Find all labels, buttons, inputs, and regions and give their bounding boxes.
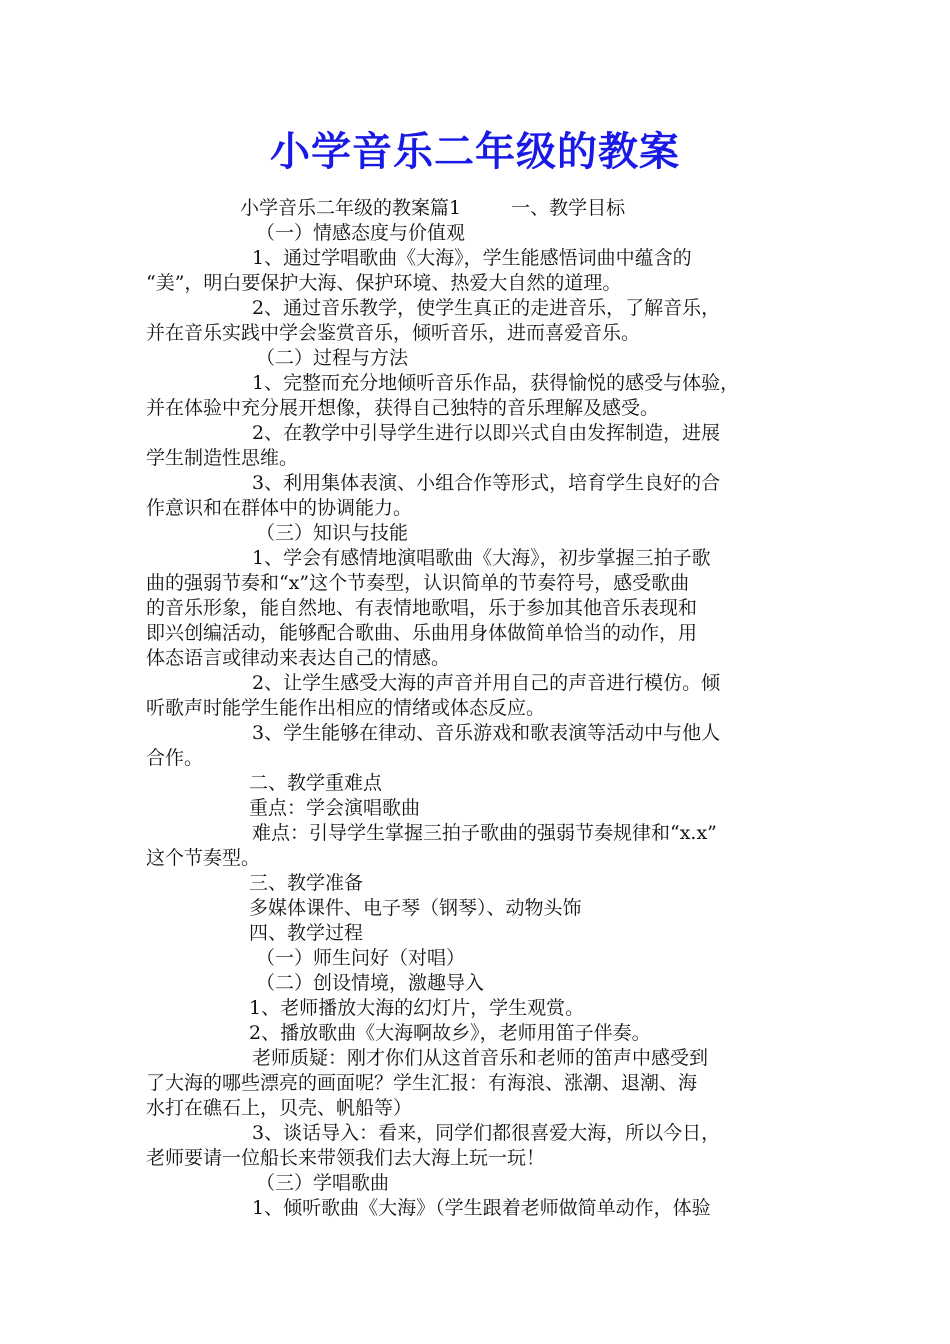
text-line: 1、老师播放大海的幻灯片，学生观赏。 bbox=[249, 997, 585, 1019]
text-line: （一）师生问好（对唱） bbox=[256, 947, 466, 969]
text-line: 这个节奏型。 bbox=[146, 847, 261, 869]
text-line: 1、倾听歌曲《大海》（学生跟着老师做简单动作，体验 bbox=[252, 1197, 711, 1219]
text-line: （一）情感态度与价值观 bbox=[256, 222, 466, 244]
text-line: 即兴创编活动，能够配合歌曲、乐曲用身体做简单恰当的动作，用 bbox=[146, 622, 698, 644]
text-line: 3、利用集体表演、小组合作等形式，培育学生良好的合 bbox=[252, 472, 721, 494]
text-line: 水打在礁石上，贝壳、帆船等） bbox=[146, 1097, 413, 1119]
text-line: 了大海的哪些漂亮的画面呢？学生汇报：有海浪、涨潮、退潮、海 bbox=[146, 1072, 698, 1094]
section-title: 小学音乐二年级的教案篇1 bbox=[240, 197, 462, 219]
text-line: “美”，明白要保护大海、保护环境、热爱大自然的道理。 bbox=[146, 272, 622, 294]
text-line: （三）知识与技能 bbox=[256, 522, 409, 544]
document-body bbox=[146, 196, 812, 1221]
text-line: 2、让学生感受大海的声音并用自己的声音进行模仿。倾 bbox=[252, 672, 721, 694]
text-line: 听歌声时能学生能作出相应的情绪或体态反应。 bbox=[146, 697, 546, 719]
text-line: 的音乐形象，能自然地、有表情地歌唱，乐于参加其他音乐表现和 bbox=[146, 597, 698, 619]
text-line: 曲的强弱节奏和“x”这个节奏型，认识简单的节奏符号，感受歌曲 bbox=[146, 572, 690, 594]
text-line: 2、播放歌曲《大海啊故乡》，老师用笛子伴奏。 bbox=[249, 1022, 651, 1044]
text-line: 体态语言或律动来表达自己的情感。 bbox=[146, 647, 451, 669]
text-line: （三）学唱歌曲 bbox=[256, 1172, 390, 1194]
text-line: 1、通过学唱歌曲《大海》，学生能感悟词曲中蕴含的 bbox=[252, 247, 692, 269]
text-line bbox=[146, 196, 812, 221]
document-title: 小学音乐二年级的教案 bbox=[270, 128, 680, 175]
text-line: （二）创设情境，激趣导入 bbox=[256, 972, 485, 994]
text-line: 合作。 bbox=[146, 747, 204, 769]
text-line: 1、完整而充分地倾听音乐作品，获得愉悦的感受与体验， bbox=[252, 372, 740, 394]
text-line: 老师要请一位船长来带领我们去大海上玩一玩！ bbox=[146, 1147, 546, 1169]
text-line: 重点：学会演唱歌曲 bbox=[249, 797, 421, 819]
text-line: 多媒体课件、电子琴（钢琴）、动物头饰 bbox=[249, 897, 582, 919]
text-line: 老师质疑：刚才你们从这首音乐和老师的笛声中感受到 bbox=[252, 1047, 709, 1069]
text-line: 难点：引导学生掌握三拍子歌曲的强弱节奏规律和“x.x” bbox=[252, 822, 717, 844]
text-line: 三、教学准备 bbox=[249, 872, 364, 894]
text-line: 3、谈话导入：看来，同学们都很喜爱大海，所以今日， bbox=[252, 1122, 721, 1144]
text-line: 3、学生能够在律动、音乐游戏和歌表演等活动中与他人 bbox=[252, 722, 721, 744]
text-line: 学生制造性思维。 bbox=[146, 447, 299, 469]
text-line: 2、通过音乐教学，使学生真正的走进音乐，了解音乐， bbox=[252, 297, 721, 319]
text-line: 作意识和在群体中的协调能力。 bbox=[146, 497, 413, 519]
text-line: 四、教学过程 bbox=[249, 922, 364, 944]
text-line: 并在体验中充分展开想像，获得自己独特的音乐理解及感受。 bbox=[146, 397, 660, 419]
text-line: 2、在教学中引导学生进行以即兴式自由发挥制造，进展 bbox=[252, 422, 721, 444]
text-line: （二）过程与方法 bbox=[256, 347, 409, 369]
text-line: 1、学会有感情地演唱歌曲《大海》，初步掌握三拍子歌 bbox=[252, 547, 711, 569]
text-line: 并在音乐实践中学会鉴赏音乐，倾听音乐，进而喜爱音乐。 bbox=[146, 322, 641, 344]
heading: 一、教学目标 bbox=[511, 197, 626, 219]
text-line: 二、教学重难点 bbox=[249, 772, 383, 794]
